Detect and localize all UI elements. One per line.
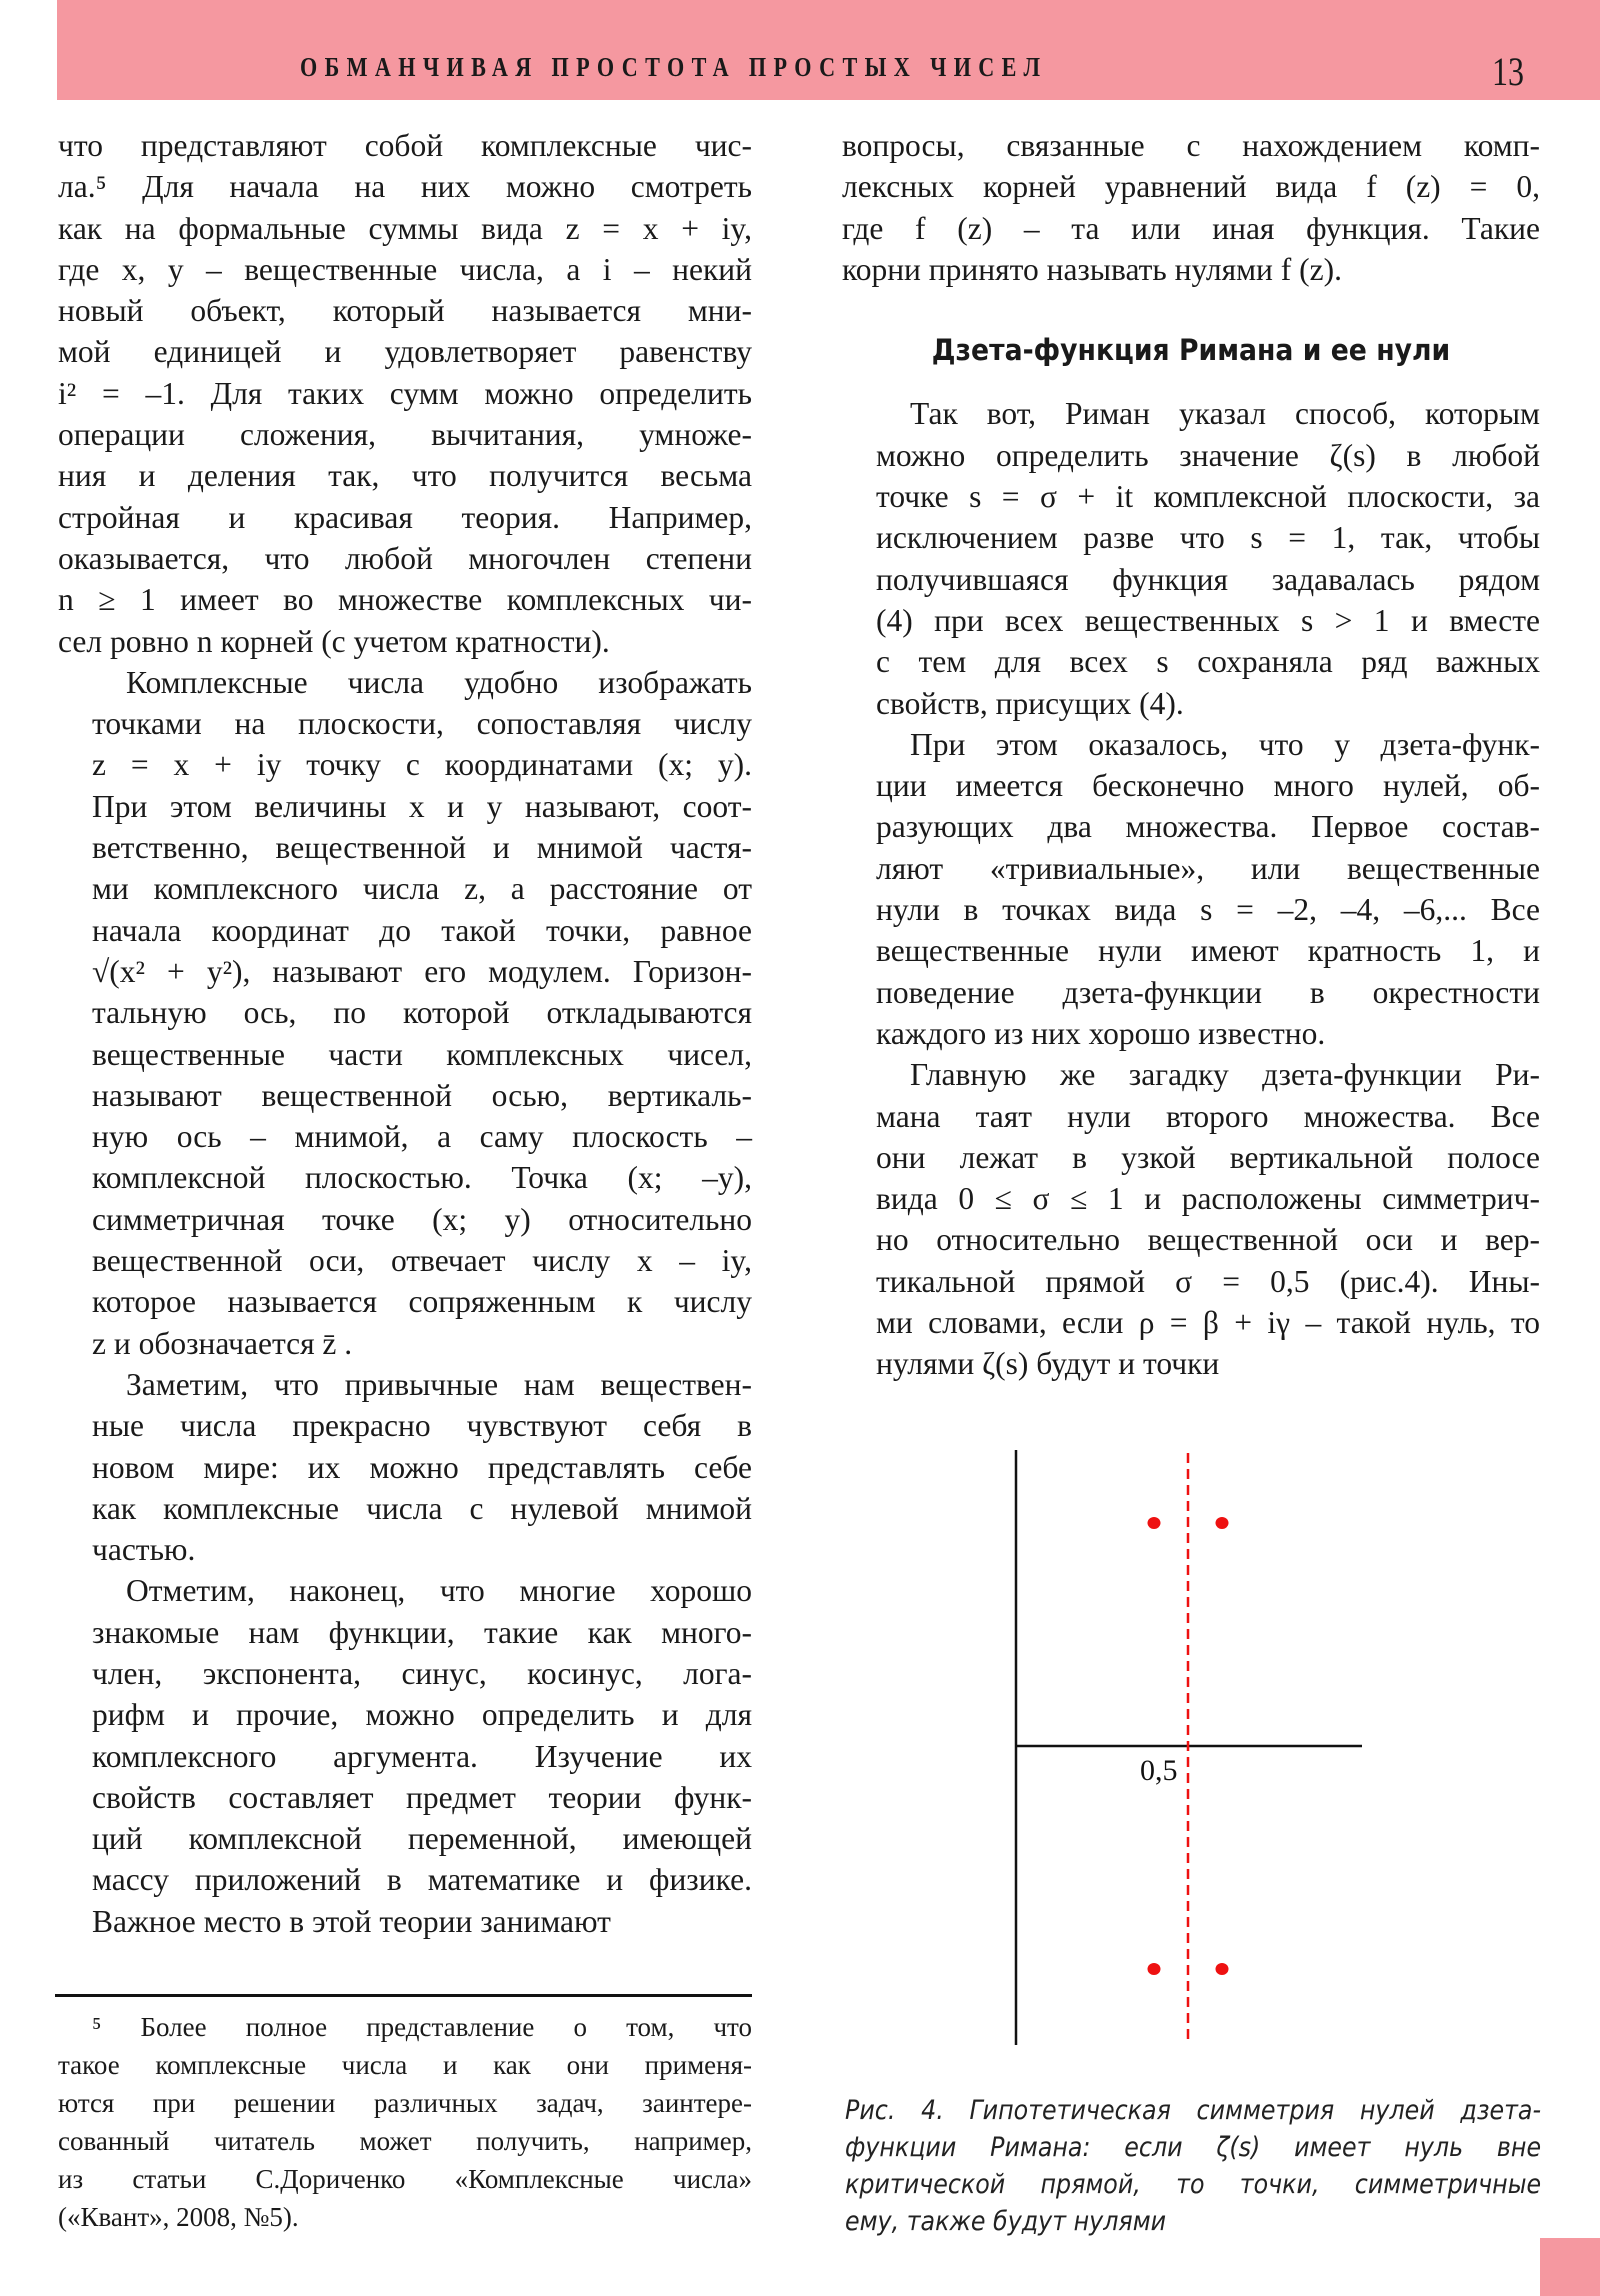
paragraph <box>58 125 752 662</box>
paragraph <box>58 1364 752 1570</box>
text-line: поведение дзета-функции в окрестности <box>876 974 1540 1010</box>
text-line: (4) при всех вещественных s > 1 и вместе <box>876 602 1540 638</box>
text-line: ему, также будут нулями <box>845 2206 1167 2237</box>
page-number: 13 <box>1492 49 1524 94</box>
text-line: ную ось – мнимой, а саму плоскость – <box>92 1119 752 1155</box>
text-line: стройная и красивая теория. Например, <box>58 499 752 535</box>
text-line: («Квант», 2008, №5). <box>58 2202 299 2232</box>
text-line: комплексного аргумента. Изучение их <box>92 1738 752 1774</box>
text-line: называют вещественной осью, вертикаль- <box>92 1077 752 1113</box>
text-line: ляют «тривиальные», или вещественные <box>876 850 1540 886</box>
text-line: которое называется сопряженным к числу <box>92 1284 752 1320</box>
text-line: функции Римана: если ζ(s) имеет нуль вне <box>845 2132 1542 2163</box>
text-line: из статьи С.Дориченко «Комплексные числа» <box>58 2164 752 2194</box>
section-heading: Дзета-функция Римана и ее нули <box>931 333 1451 368</box>
text-line: ла.⁵ Для начала на них можно смотреть <box>58 169 752 205</box>
text-line: комплексной плоскостью. Точка (x; –y), <box>92 1160 752 1196</box>
text-line: i² = –1. Для таких сумм можно определить <box>58 375 752 411</box>
text-line: получившаяся функция задавалась рядом <box>876 561 1540 597</box>
paragraph <box>58 1570 752 1942</box>
text-line: мой единицей и удовлетворяет равенству <box>58 334 752 370</box>
text-line: симметричная точке (x; y) относительно <box>92 1201 752 1237</box>
text-line: ные числа прекрасно чувствуют себя в <box>92 1408 752 1444</box>
right-column <box>842 125 1540 1385</box>
text-line: z и обозначается z̄ . <box>92 1325 353 1361</box>
paragraph <box>842 724 1540 1054</box>
text-line: с тем для всех s сохраняла ряд важных <box>876 644 1540 680</box>
zeta-zero-point <box>1148 1963 1161 1975</box>
text-line: такое комплексные числа и как они применя- <box>58 2050 752 2080</box>
text-line: Важное место в этой теории занимают <box>92 1903 611 1939</box>
text-line: нулями ζ(s) будут и точки <box>876 1346 1220 1382</box>
text-line: разующих два множества. Первое состав- <box>876 809 1540 845</box>
text-line: Заметим, что привычные нам веществен- <box>126 1366 752 1402</box>
text-line: член, экспонента, синус, косинус, лога- <box>92 1655 752 1691</box>
text-line: знакомые нам функции, такие как много- <box>92 1614 752 1650</box>
text-line: При этом величины x и y называют, соот- <box>92 788 752 824</box>
text-line: точками на плоскости, сопоставляя числу <box>92 706 752 742</box>
text-line: начала координат до такой точки, равное <box>92 912 752 948</box>
text-line: они лежат в узкой вертикальной полосе <box>876 1139 1540 1175</box>
text-line: где x, y – вещественные числа, а i – некий <box>58 251 752 287</box>
paragraph <box>842 1054 1540 1384</box>
zeta-zero-point <box>1216 1963 1229 1975</box>
text-line: √(x² + y²), называют его модулем. Горизон- <box>92 953 752 989</box>
zeta-zeros-figure <box>990 1430 1390 2060</box>
paragraph <box>842 125 1540 290</box>
text-line: новый объект, который называется мни- <box>58 293 752 329</box>
text-line: каждого из них хорошо известно. <box>876 1015 1326 1051</box>
text-line: можно определить значение ζ(s) в любой <box>876 437 1540 473</box>
paragraph <box>842 393 1540 723</box>
footnote-divider <box>55 1994 752 1997</box>
zeta-zero-point <box>1148 1517 1161 1529</box>
figure-caption <box>845 2092 1545 2240</box>
paragraph <box>58 662 752 1364</box>
axis-label-0-5: 0,5 <box>1140 1754 1178 1787</box>
text-line: ми комплексного числа z, а расстояние от <box>92 871 752 907</box>
text-line: как комплексные числа с нулевой мнимой <box>92 1490 752 1526</box>
text-line: вещественной оси, отвечает числу x – iy, <box>92 1243 752 1279</box>
text-line: что представляют собой комплексные чис- <box>58 128 752 163</box>
text-line: сел ровно n корней (с учетом кратности). <box>58 623 610 659</box>
text-line: ветственно, вещественной и мнимой частя- <box>92 830 752 866</box>
header-band <box>57 0 1600 100</box>
text-line: Так вот, Риман указал способ, которым <box>910 396 1540 432</box>
text-line: сованный читатель может получить, например, <box>58 2126 752 2156</box>
text-line: но относительно вещественной оси и вер- <box>876 1222 1540 1258</box>
text-line: ются при решении различных задач, заинтере- <box>58 2088 752 2118</box>
text-line: Главную же загадку дзета-функции Ри- <box>910 1057 1540 1093</box>
text-line: вещественные части комплексных чисел, <box>92 1036 752 1072</box>
text-line: операции сложения, вычитания, умноже- <box>58 417 752 453</box>
text-line: свойств составляет предмет теории функ- <box>92 1779 752 1815</box>
text-line: ции имеется бесконечно много нулей, об- <box>876 768 1540 804</box>
text-line: ми словами, если ρ = β + iγ – такой нуль, то <box>876 1305 1540 1341</box>
text-line: исключением разве что s = 1, так, чтобы <box>876 520 1540 556</box>
text-line: ⁵ Более полное представление о том, что <box>92 2012 752 2042</box>
left-column <box>58 125 752 1942</box>
text-line: вида 0 ≤ σ ≤ 1 и расположены симметрич- <box>876 1181 1540 1217</box>
text-line: мана таят нули второго множества. Все <box>876 1098 1540 1134</box>
running-title: ОБМАНЧИВАЯ ПРОСТОТА ПРОСТЫХ ЧИСЕЛ <box>300 52 1048 82</box>
footnote <box>58 2008 752 2236</box>
text-line: точке s = σ + it комплексной плоскости, за <box>876 479 1540 515</box>
text-line: нули в точках вида s = –2, –4, –6,... Все <box>876 892 1540 928</box>
text-line: оказывается, что любой многочлен степени <box>58 540 752 576</box>
text-line: n ≥ 1 имеет во множестве комплексных чи- <box>58 582 752 618</box>
text-line: вопросы, связанные с нахождением комп- <box>842 128 1540 163</box>
text-line: корни принято называть нулями f (z). <box>842 251 1342 287</box>
text-line: критической прямой, то точки, симметричные <box>845 2169 1542 2200</box>
text-line: где f (z) – та или иная функция. Такие <box>842 210 1540 246</box>
text-line: ния и деления так, что получится весьма <box>58 458 752 494</box>
text-line: z = x + iy точку с координатами (x; y). <box>92 747 752 783</box>
corner-marker <box>1540 2238 1600 2296</box>
text-line: свойств, присущих (4). <box>876 685 1184 721</box>
text-line: частью. <box>92 1532 196 1568</box>
text-line: Комплексные числа удобно изображать <box>126 664 752 700</box>
zeta-zero-point <box>1216 1517 1229 1529</box>
text-line: рифм и прочие, можно определить и для <box>92 1697 752 1733</box>
text-line: вещественные нули имеют кратность 1, и <box>876 933 1540 969</box>
text-line: тальную ось, по которой откладываются <box>92 995 752 1031</box>
text-line: как на формальные суммы вида z = x + iy, <box>58 210 752 246</box>
text-line: лексных корней уравнений вида f (z) = 0, <box>842 169 1540 205</box>
text-line: При этом оказалось, что у дзета-функ- <box>910 726 1540 762</box>
text-line: массу приложений в математике и физике. <box>92 1862 752 1898</box>
text-line: Отметим, наконец, что многие хорошо <box>126 1573 752 1609</box>
text-line: тикальной прямой σ = 0,5 (рис.4). Ины- <box>876 1263 1540 1299</box>
text-line: новом мире: их можно представлять себе <box>92 1449 752 1485</box>
text-line: Рис. 4. Гипотетическая симметрия нулей дзета- <box>845 2095 1542 2126</box>
text-line: ций комплексной переменной, имеющей <box>92 1821 752 1857</box>
